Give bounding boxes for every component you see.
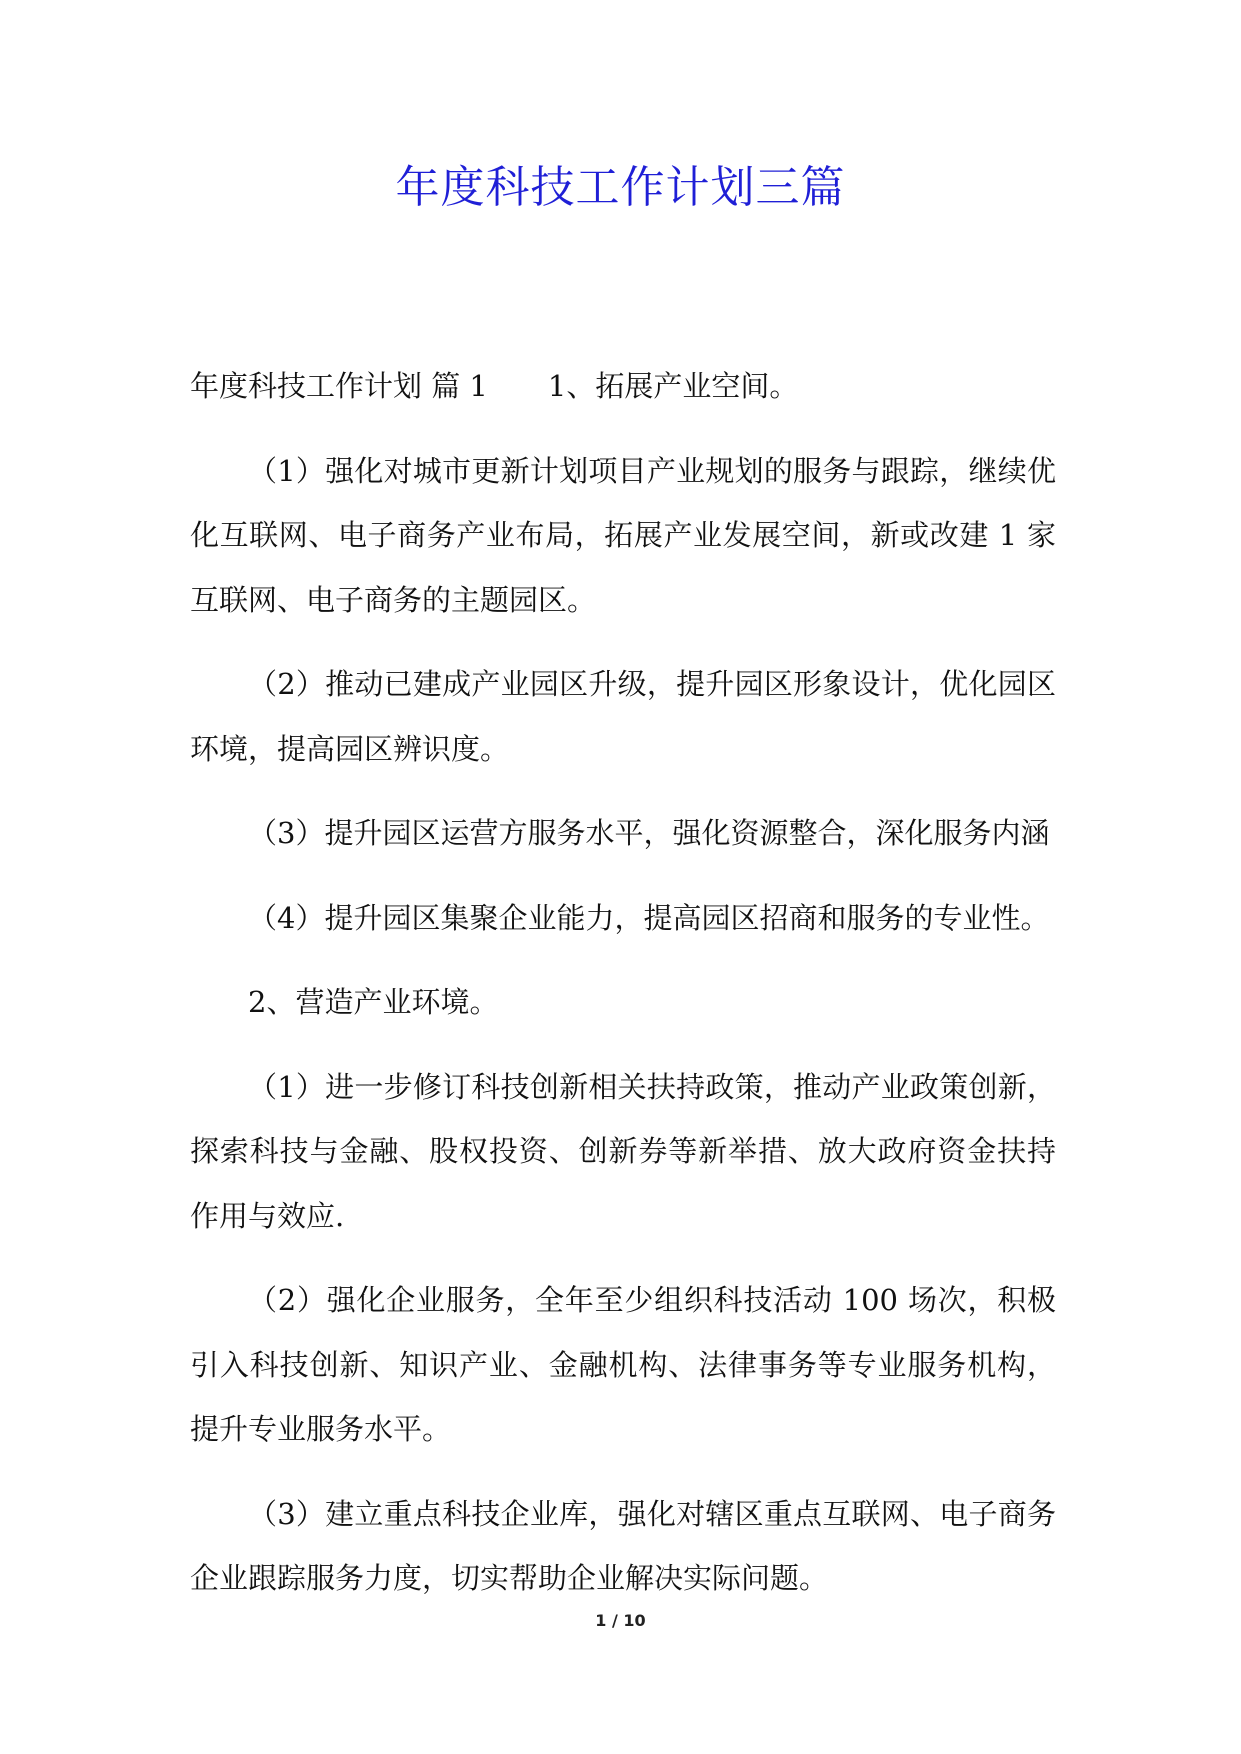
document-title: 年度科技工作计划三篇 [395, 162, 846, 213]
paragraph: （1）进一步修订科技创新相关扶持政策，推动产业政策创新，探索科技与金融、股权投资、创新券等新举措、放大政府资金扶持作用与效应. [190, 1069, 1056, 1233]
page-number: 1 / 10 [595, 1611, 646, 1630]
paragraph: （1）强化对城市更新计划项目产业规划的服务与跟踪，继续优化互联网、电子商务产业布局，拓展产业发展空间，新或改建 1 家互联网、电子商务的主题园区。 [190, 453, 1056, 617]
paragraph: （3）提升园区运营方服务水平，强化资源整合，深化服务内涵 [248, 816, 1050, 850]
subheading: 2、营造产业环境。 [248, 985, 499, 1019]
paragraph: （4）提升园区集聚企业能力，提高园区招商和服务的专业性。 [248, 900, 1050, 935]
paragraph: （3）建立重点科技企业库，强化对辖区重点互联网、电子商务企业跟踪服务力度，切实帮助企业解决实际问题。 [190, 1496, 1056, 1595]
paragraph: （2）推动已建成产业园区升级，提升园区形象设计，优化园区环境，提高园区辨识度。 [190, 667, 1056, 766]
section-heading-line [190, 354, 1056, 419]
section-label: 年度科技工作计划 篇 1 [190, 369, 488, 403]
paragraph: （2）强化企业服务，全年至少组织科技活动 100 场次，积极引入科技创新、知识产业、金融机构、法律事务等专业服务机构，提升专业服务水平。 [190, 1283, 1056, 1446]
document-body [190, 354, 1056, 1631]
first-item: 1、拓展产业空间。 [547, 369, 799, 403]
